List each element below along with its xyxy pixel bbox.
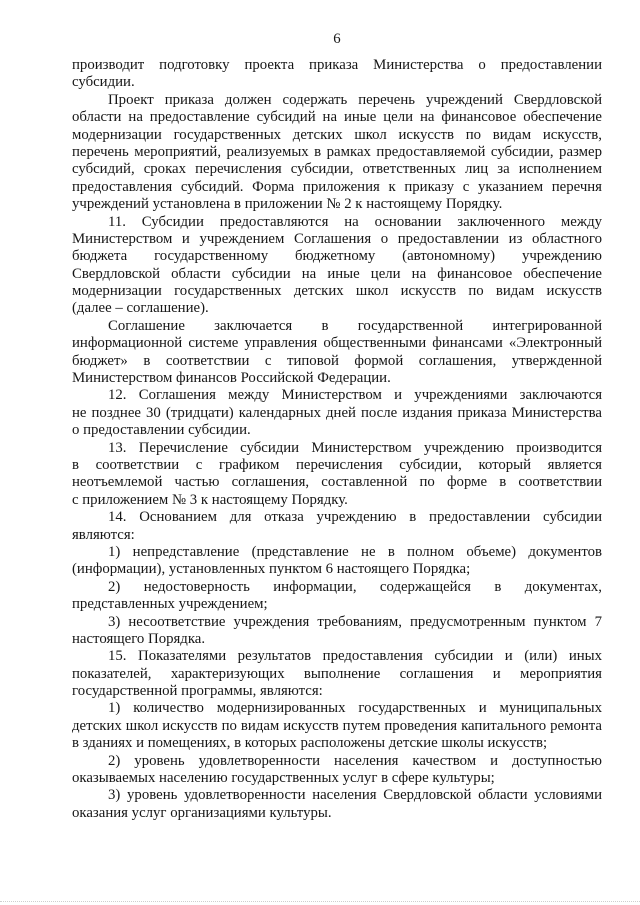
paragraph-order-draft-contents xyxy=(72,92,602,214)
text-line: 3) уровень удовлетворенности населения Свердловской области условиями xyxy=(108,787,602,804)
text-line: оказания услуг организациями культуры. xyxy=(72,804,332,821)
text-line: 11. Субсидии предоставляются на основании заключенного между xyxy=(108,213,602,230)
text-line: оказываемых населению государственных услуг в сфере культуры; xyxy=(72,770,495,787)
clause-15-item-1 xyxy=(72,700,602,752)
text-line: области на предоставление субсидий на иные цели на финансовое обеспечение xyxy=(72,109,602,126)
text-line: представленных учреждением; xyxy=(72,596,268,613)
text-line: в соответствии с графиком перечисления субсидии, который является xyxy=(72,456,602,473)
text-line: учреждений установлена в приложении № 2 к настоящему Порядку. xyxy=(72,196,503,213)
text-line: настоящего Порядка. xyxy=(72,630,206,647)
paragraph-continuation xyxy=(72,57,602,92)
text-line: являются: xyxy=(72,526,135,543)
clause-12 xyxy=(72,387,602,439)
text-line: 2) недостоверность информации, содержащейся в документах, xyxy=(108,578,602,595)
clause-13 xyxy=(72,440,602,510)
clause-11 xyxy=(72,214,602,318)
text-line: субсидий, сроках перечисления субсидии, ответственных лиц за исполнением xyxy=(72,161,602,178)
text-line: бюджет» в соответствии с типовой формой соглашения, утвержденной xyxy=(72,352,602,369)
text-line: (далее – соглашение). xyxy=(72,300,209,317)
text-line: в зданиях и помещениях, в которых расположены детские школы искусств; xyxy=(72,735,548,752)
text-line: 1) количество модернизированных государственных и муниципальных xyxy=(108,700,602,717)
text-line: государственной программы, являются: xyxy=(72,683,323,700)
text-line: детских школ искусств по видам искусств путем проведения капитального ремонта xyxy=(72,717,602,734)
text-line: 3) несоответствие учреждения требованиям, предусмотренным пунктом 7 xyxy=(108,613,602,630)
text-line: Министерством и учреждением Соглашения о предоставлении из областного xyxy=(72,230,602,247)
text-line: 13. Перечисление субсидии Министерством учреждению производится xyxy=(108,439,602,456)
text-line: с приложением № 3 к настоящему Порядку. xyxy=(72,491,348,508)
text-line: модернизации государственных детских школ искусств по видам искусств xyxy=(72,283,602,300)
clause-11-agreement-system xyxy=(72,318,602,388)
page-number: 6 xyxy=(333,31,341,47)
text-line: бюджета государственному бюджетному (автономному) учреждению xyxy=(72,248,602,265)
clause-14 xyxy=(72,509,602,544)
document-body xyxy=(72,57,602,822)
text-line: Соглашение заключается в государственной интегрированной xyxy=(108,317,602,334)
clause-15 xyxy=(72,648,602,700)
text-line: не позднее 30 (тридцати) календарных дней после издания приказа Министерства xyxy=(72,404,602,421)
clause-14-item-1 xyxy=(72,544,602,579)
text-line: перечень мероприятий, реализуемых в рамках предоставляемой субсидии, размер xyxy=(72,143,602,160)
text-line: показателей, характеризующих выполнение соглашения и мероприятия xyxy=(72,665,602,682)
text-line: 12. Соглашения между Министерством и учреждениями заключаются xyxy=(108,387,602,404)
clause-14-item-3 xyxy=(72,614,602,649)
text-line: производит подготовку проекта приказа Министерства о предоставлении xyxy=(72,57,602,73)
text-line: 15. Показателями результатов предоставления субсидии и (или) иных xyxy=(108,648,602,665)
text-line: модернизации государственных детских школ искусств по видам искусств, xyxy=(72,126,602,143)
text-line: Проект приказа должен содержать перечень учреждений Свердловской xyxy=(108,91,602,108)
text-line: 2) уровень удовлетворенности населения качеством и доступностью xyxy=(108,752,602,769)
text-line: предоставления субсидий. Форма приложения к приказу с указанием перечня xyxy=(72,178,602,195)
scan-edge-artifact xyxy=(0,901,640,902)
text-line: Свердловской области субсидии на иные цели на финансовое обеспечение xyxy=(72,265,602,282)
clause-15-item-3 xyxy=(72,787,602,822)
text-line: субсидии. xyxy=(72,74,135,91)
text-line: о предоставлении субсидии. xyxy=(72,422,251,439)
text-line: 1) непредставление (представление не в полном объеме) документов xyxy=(108,543,602,560)
text-line: 14. Основанием для отказа учреждению в предоставлении субсидии xyxy=(108,509,602,526)
text-line: информационной системе управления общественными финансами «Электронный xyxy=(72,335,602,352)
clause-14-item-2 xyxy=(72,579,602,614)
text-line: (информации), установленных пунктом 6 настоящего Порядка; xyxy=(72,561,471,578)
clause-15-item-2 xyxy=(72,753,602,788)
text-line: Министерством финансов Российской Федерации. xyxy=(72,370,391,387)
text-line: неотъемлемой частью соглашения, составленной по форме в соответствии xyxy=(72,474,602,491)
